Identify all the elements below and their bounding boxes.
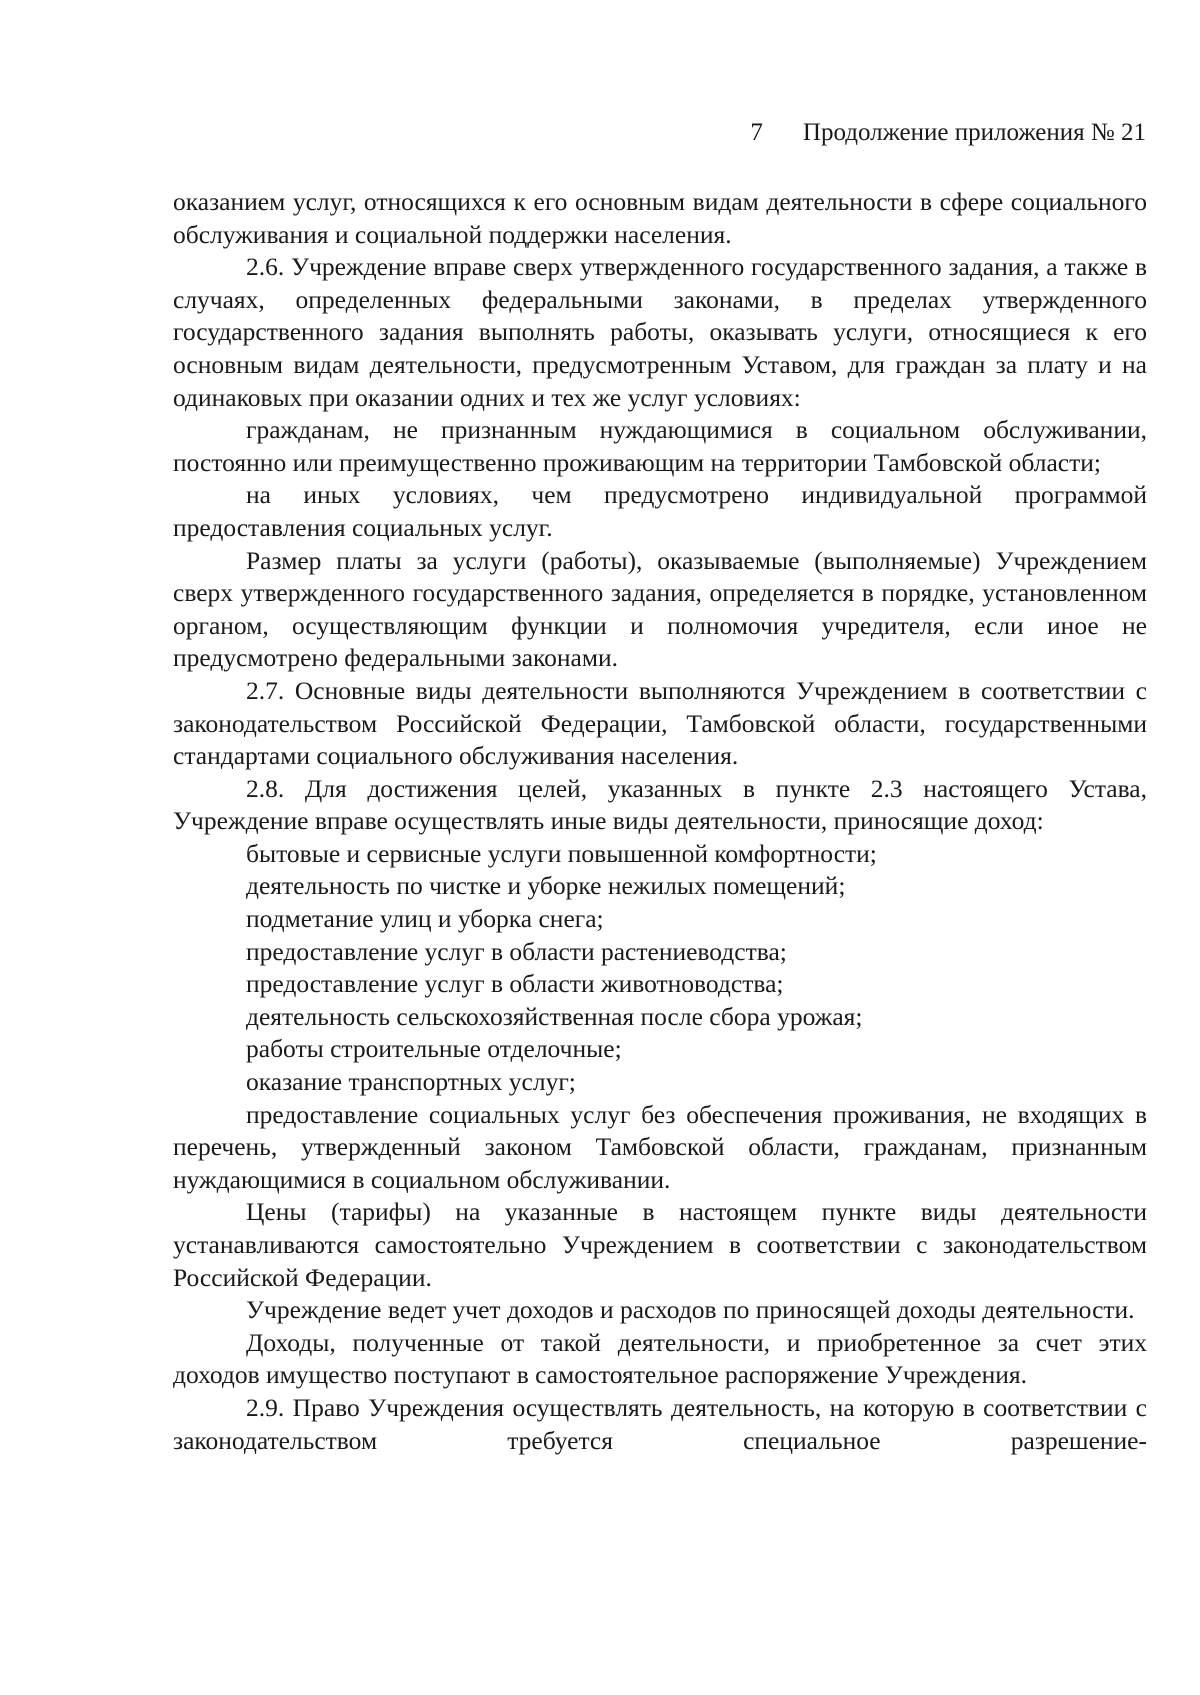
list-item: предоставление социальных услуг без обеспечения проживания, не входящих в перечень, утвержденный законом Тамбовской области, гражданам, признанным нуждающимися в социальном обслуживании.: [173, 1099, 1147, 1194]
page-header: [750, 116, 1146, 150]
list-item: бытовые и сервисные услуги повышенной комфортности;: [246, 838, 877, 868]
list-item: предоставление услуг в области растениеводства;: [246, 936, 787, 966]
paragraph-prices: Цены (тарифы) на указанные в настоящем пункте виды деятельности устанавливаются самостоятельно Учреждением в соответствии с законодательством Российской Федерации.: [173, 1197, 1147, 1292]
list-item: оказание транспортных услуг;: [246, 1067, 576, 1097]
paragraph-citizens-not-needy: гражданам, не признанным нуждающимися в социальном обслуживании, постоянно или преимущественно проживающим на территории Тамбовской области;: [173, 415, 1147, 477]
paragraph-accounting: Учреждение ведет учет доходов и расходов по приносящей доходы деятельности.: [246, 1295, 1135, 1325]
paragraph-2-6: 2.6. Учреждение вправе сверх утвержденного государственного задания, а также в случаях, определенных федеральными законами, в пределах утвержденного государственного задания выполнять работы, оказывать услуги, относящиеся к его основным видам деятельности, предусмотренным Уставом, для граждан за плату и на одинаковых при оказании одних и тех же услуг условиях:: [173, 252, 1147, 412]
document-body: [173, 186, 1147, 1457]
paragraph-income: Доходы, полученные от такой деятельности, и приобретенное за счет этих доходов имущество поступают в самостоятельное распоряжение Учреждения.: [173, 1327, 1147, 1390]
paragraph-2-9: 2.9. Право Учреждения осуществлять деятельность, на которую в соответствии с законодательством требуется специальное разрешение-: [173, 1392, 1147, 1455]
page-header-title: Продолжение приложения № 21: [802, 119, 1146, 146]
list-item: подметание улиц и уборка снега;: [246, 904, 604, 934]
paragraph-other-conditions: на иных условиях, чем предусмотрено индивидуальной программой предоставления социальных услуг.: [173, 480, 1147, 542]
paragraph-fee-size: Размер платы за услуги (работы), оказываемые (выполняемые) Учреждением сверх утвержденного государственного задания, определяется в порядке, установленном органом, осуществляющим функции и полномочия учредителя, если иное не предусмотрено федеральными законами.: [173, 545, 1147, 673]
list-item: деятельность сельскохозяйственная после сбора урожая;: [246, 1001, 863, 1031]
list-item: деятельность по чистке и уборке нежилых помещений;: [246, 871, 846, 901]
paragraph-continuation: оказанием услуг, относящихся к его основным видам деятельности в сфере социального обслуживания и социальной поддержки населения.: [173, 187, 1147, 249]
paragraph-2-7: 2.7. Основные виды деятельности выполняются Учреждением в соответствии с законодательством Российской Федерации, Тамбовской области, государственными стандартами социального обслуживания населения.: [173, 675, 1147, 771]
list-item: предоставление услуг в области животноводства;: [246, 969, 784, 999]
page-number: 7: [750, 119, 763, 146]
paragraph-2-8: 2.8. Для достижения целей, указанных в пункте 2.3 настоящего Устава, Учреждение вправе осуществлять иные виды деятельности, приносящие доход:: [173, 773, 1147, 836]
list-item: работы строительные отделочные;: [246, 1034, 622, 1064]
